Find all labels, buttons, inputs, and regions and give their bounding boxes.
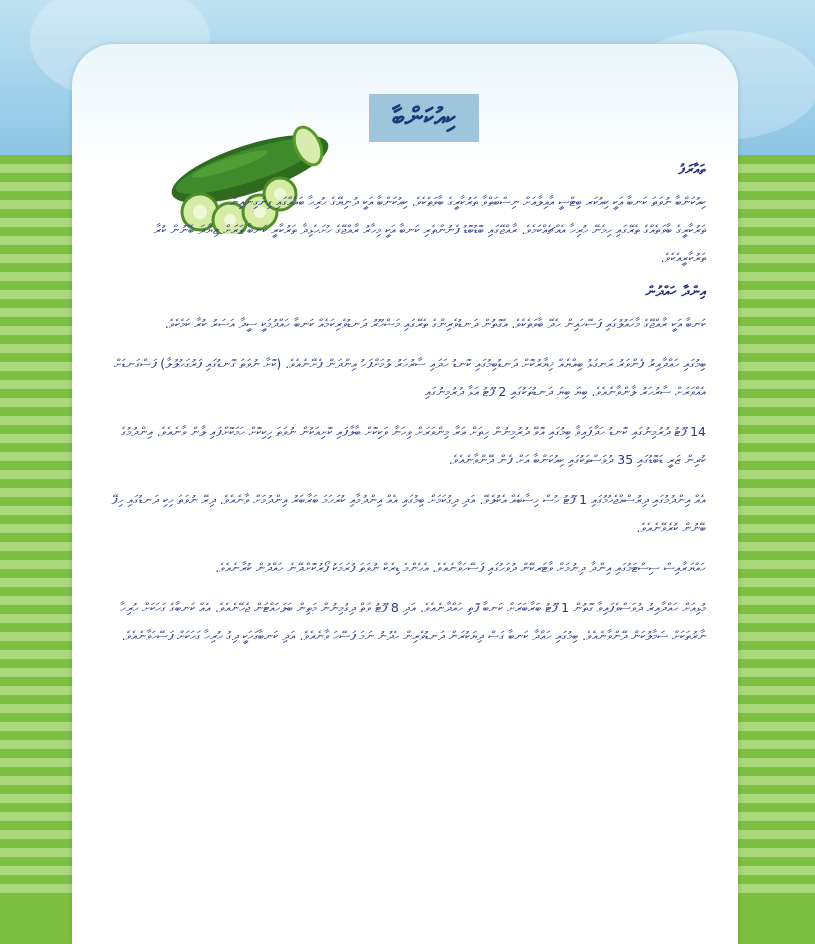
paragraph: ބިމުގައި ހައްދާއިރު ފެންވަރު ރަނގަޅު ބިއްޔެއް ޚިޔާރުކޮށް ދަނޑުބިމުގައި ކޮނޑު ހަދައި ސާރުހަރު ލުމަށްފަހު އިންދަން ފެށޭނެއެވެ. (ކޮށާ ނުވަތަ ގޮނޑުގައި ފަރުގަހުލުލާ) ފަސްގަނޑަށް އެއްވަރަށް ސާރުހަރު ލާންވާނެއެވެ. ބިޔަ ބިޔަ ދަނޑުތަކުގައި 2 ފޫޓު އަޅާ ދުރުމިނުގައި xyxy=(113,356,706,399)
section-heading-planting: އިންދާ ހައްދުން xyxy=(645,284,706,300)
page-title: ކިއުކަންބާ xyxy=(392,103,456,133)
paragraph: އެއް އިންދުމުގައި ދިރުސްއްޖެހުމުގައި 1 ފޫޓު ހުސް ހިސާބެއް އެކުލެވޭ. އަދި ދިގުކަމަށް ބިމުގައި އެއް އިންދުމާއި ކުރަހަމަ ބަރާބަރު އިންދުމަށް ވާނެއެވެ. ދިރޭ ނުވަތަ ހިކި ދަނޑުގައި ހިފޭ ބޭނުން ކުރެވޭނެއެވެ. xyxy=(111,492,706,535)
paragraph: ތަރުކާރީގެ ބާވަތެއްގެ ތެރޭގައި ހިމެނޭ ހުރިހާ އެއްޗެއްކަމެވެ. ރާއްޖޭގައި ބޮޑުބޮޑު ފެނުންތެރި ކަނބާ އަކީ މިހާރު ރާއްޖޭގެ ހުށަހެޅިދާ ތަރުކާރީ ކަނބާ ވަރަށް ޒިޔާދަ ބޭނުން ކުރާ ތަރުކާރީއެކެވެ. xyxy=(153,222,706,265)
content-card xyxy=(72,44,738,944)
section-heading-intro: ތައާރަފު xyxy=(678,162,706,178)
paragraph-block xyxy=(106,418,706,474)
paragraph-block xyxy=(106,310,706,338)
paragraph: ކިއުކަންބާ ނުވަތަ ކަނބާ އަކީ ކިއުކަރ ބިޓްސީ އާއިލާއަށް ނިސްބަތްވާ ތަރުކާރީގެ ބާވަތެކެވެ. ކިއުކަންބާ އަކީ ދުނިޔޭގެ ހުރިހާ ބައެއްގައި ގިނަގިނައިން xyxy=(229,194,706,209)
paragraph: މުޅިއަށް ހައްދާއިރު ދުވަސްވެފައިވާ ގޮތުން 1 ފޫޓު ބަރާބަރަށް ކަނބާ ފޮތި ހައްދާނެއެވެ. އަދި 8 ފޫޓު ވަތް ދިގުމިނުން މަތިން ބަލަހައްޓަން ޖެހޭނެއެވެ. އެއް ކަނބާގެ ގަހަކަށް ހުރިހާ ނާރުތަކަށް ސަމާލުކަން ދޭންވާނެއެވެ. ބިމުގައި ހައްދާ ކަނބާ ގަސް ދިޔަކުރަން ދަނޑުވެރިން ހެދުނު ނަމަ ފަސޭހަ ވާނެއެވެ. އަދި ކަނބާގަހަކީ ދިގު ހުރިހާ ގަހަކަށް ފަސޭހަވާނެއެވެ. xyxy=(120,600,706,643)
title-highlight xyxy=(369,94,479,142)
paragraph: 14 ފޫޓު ދުރުމިނުގައި ކޮނޑު ހަދާފައިވާ ބިމުގައި އޮވޭ ދުރުމިނުން ހިތަށް އަރާ މިންވަރަށް ވިހަނާ ވަކިކޮށް ބާލާފައި ކޮށިއަކުން ނުވަތަ ހިކިކޮށް ހަމަކޮށްފައި ލާން ވާނެއެވެ. އިންދުމުގެ ކުރިން ޒަރީ ޑަބޮޑުގައި 35 ދުވަސްތަކުގައި ކިއުކަންބާ އަށް ފެން ދޭންވާނެއެވެ. xyxy=(120,424,706,467)
paragraph: ކަނބާ އަކީ ރާއްޖޭގެ މާހައުލުގައި ފަސޭހައިން ހެދޭ ބާވަތެކެވެ. އެގޮތުން ދަނޑުވެރިންގެ ތެރޭގައި މަޝްހޫރު ދަނޑުވެރިކަމެއް ކަނބާ ހައްދުމަކީ ސީދާ އަސަރު ކުރާ ކަމެކެވެ. xyxy=(164,316,706,331)
paragraph-block xyxy=(106,486,706,542)
paragraph-block xyxy=(106,594,706,650)
paragraph-block xyxy=(106,350,706,406)
paragraph-block xyxy=(106,554,706,582)
paragraph: ހައްޔަރާއިސް ސިސްޓަމުގައި އިންދާ ދިނުމަށް ވާޓަރކޭން ދުވަހުގައި ފަސޭހަވާނެއެވެ. އެހެންމެ ޑިރެކް ނުވަތަ ފުރަމަކު ފޯރުކޮށްދޭނެ ހައްދުން ކުރާނެއެވެ. xyxy=(215,560,706,575)
article-body xyxy=(106,162,706,662)
intro-paragraphs xyxy=(106,188,706,272)
